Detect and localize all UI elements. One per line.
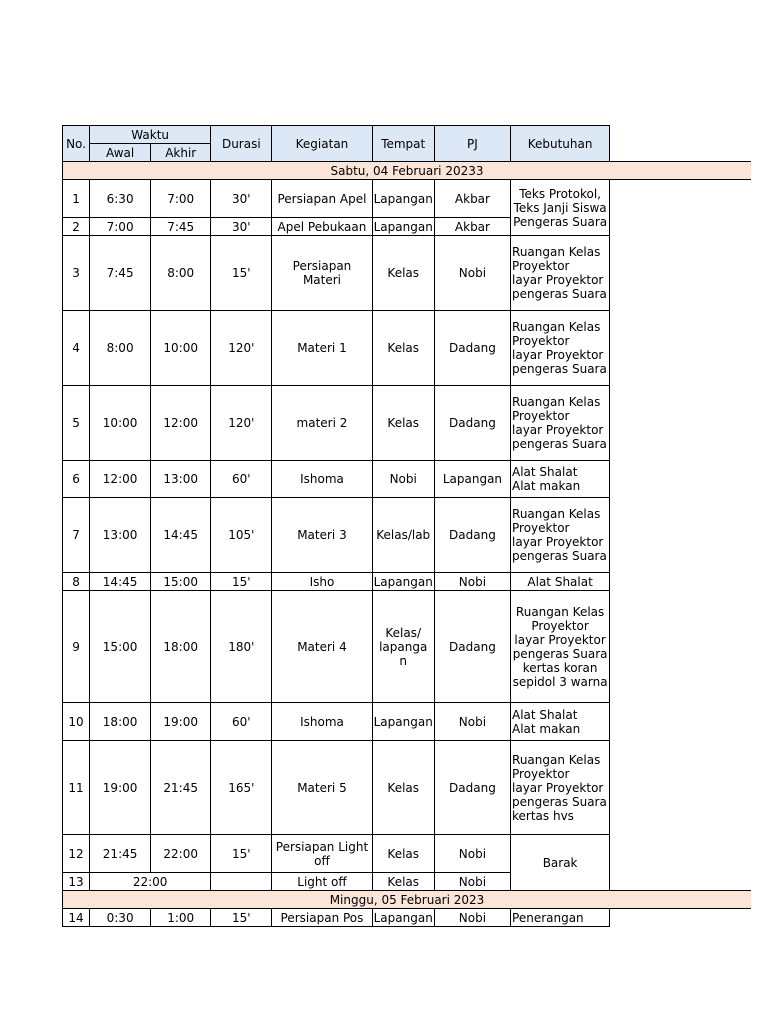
cell-no: 2 [63,218,90,236]
cell-awal: 19:00 [90,741,151,835]
cell-tempat: Lapangan [373,910,433,925]
table-row [63,498,752,573]
cell-pj: Nobi [434,873,510,891]
cell-tempat-line: Kelas/ [385,625,422,640]
cell-awal: 21:45 [90,835,151,873]
header-awal: Awal [90,144,151,162]
cell-akhir: 12:00 [151,386,211,461]
cell-no: 7 [63,498,90,573]
cell-awal: 18:00 [90,703,151,741]
cell-kebutuhan-line: Proyektor [512,259,570,273]
cell-no: 9 [63,591,90,703]
cell-awal: 0:30 [90,909,151,927]
cell-durasi: 15' [211,573,272,591]
cell-awal: 8:00 [90,311,151,386]
cell-tempat: Kelas [372,386,434,461]
cell-pj: Nobi [434,573,510,591]
cell-awal: 13:00 [90,498,151,573]
table-row [63,386,752,461]
day-header: Minggu, 05 Februari 2023 [63,891,752,909]
cell-kegiatan: Persiapan Materi [272,236,372,311]
cell-kebutuhan-line: Ruangan Kelas [512,245,601,259]
cell-durasi: 180' [211,591,272,703]
cell-durasi: 120' [211,386,272,461]
cell-no: 3 [63,236,90,311]
cell-durasi: 120' [211,311,272,386]
cell-kebutuhan [511,591,610,703]
cell-awal: 14:45 [90,573,151,591]
cell-kebutuhan-line: Ruangan Kelas [512,320,601,334]
cell-akhir: 7:00 [151,180,211,218]
cell-kebutuhan [511,461,610,498]
cell-kebutuhan-line: layar Proyektor [512,423,604,437]
cell-no: 8 [63,573,90,591]
cell-pj: Akbar [434,180,510,218]
cell-durasi: 30' [211,180,272,218]
cell-durasi: 15' [211,835,272,873]
cell-awal: 15:00 [90,591,151,703]
cell-kebutuhan: Barak [511,835,610,891]
cell-tempat: Kelas [372,873,434,891]
table-row [63,461,752,498]
cell-akhir: 22:00 [151,835,211,873]
cell-kebutuhan-line: Ruangan Kelas [512,752,601,767]
cell-akhir: 1:00 [151,909,211,927]
cell-tempat: Nobi [372,461,434,498]
cell-tempat: Kelas [372,835,434,873]
cell-kebutuhan-line: pengeras Suara [512,287,607,301]
cell-kebutuhan [511,703,610,741]
cell-durasi: 15' [211,236,272,311]
cell-kebutuhan-line: Alat Shalat [512,707,578,722]
cell-durasi: 60' [211,461,272,498]
cell-pj: Nobi [434,835,510,873]
cell-tempat: Kelas [372,236,434,311]
cell-awal: 7:00 [90,218,151,236]
cell-kebutuhan-line: pengeras Suara [512,437,607,451]
cell-akhir: 14:45 [151,498,211,573]
cell-no: 12 [63,835,90,873]
cell-kebutuhan-line: Proyektor [512,521,570,535]
cell-awal: 7:45 [90,236,151,311]
cell-akhir: 7:45 [151,218,211,236]
cell-kegiatan: Persiapan Pos [272,909,372,927]
table-row [63,218,752,236]
cell-kebutuhan-line: Alat Shalat [527,574,593,589]
cell-kebutuhan-line: layar Proyektor [512,348,604,362]
cell-tempat: Lapangan [373,219,433,234]
cell-pj: Dadang [434,591,510,703]
cell-tempat: Kelas/lab [372,498,434,573]
cell-kebutuhan-line: Ruangan Kelas [512,507,601,521]
cell-kebutuhan-line: Proyektor [531,618,589,633]
cell-kebutuhan [511,498,610,573]
cell-kegiatan: Materi 5 [272,741,372,835]
cell-kebutuhan-line: kertas koran [522,660,598,675]
cell-tempat: Lapangan [372,180,434,218]
table-row [63,311,752,386]
header-akhir: Akhir [151,144,211,162]
cell-awal: 10:00 [90,386,151,461]
cell-kegiatan: Ishoma [272,461,372,498]
cell-no: 11 [63,741,90,835]
cell-pj: Dadang [434,311,510,386]
cell-kegiatan: Materi 3 [272,498,372,573]
cell-kebutuhan [511,741,610,835]
cell-tempat: Lapangan [372,703,434,741]
header-pj: PJ [434,126,510,162]
table-row [63,835,752,873]
table-row [63,703,752,741]
cell-akhir: 19:00 [151,703,211,741]
cell-durasi: 15' [211,909,272,927]
cell-kebutuhan [511,909,610,927]
header-kegiatan: Kegiatan [272,126,372,162]
cell-kebutuhan [511,386,610,461]
cell-awal: 12:00 [90,461,151,498]
cell-kegiatan: Materi 1 [272,311,372,386]
cell-pj: Akbar [434,218,510,236]
cell-kebutuhan [511,573,610,591]
table-row [63,573,752,591]
header-kebutuhan: Kebutuhan [511,126,610,162]
cell-kegiatan: Materi 4 [272,591,372,703]
cell-kebutuhan-line: pengeras Suara [512,794,607,809]
table-row [63,591,752,703]
cell-kebutuhan [511,236,610,311]
cell-durasi: 30' [211,218,272,236]
cell-kebutuhan-line: Ruangan Kelas [515,604,605,619]
cell-durasi: 105' [211,498,272,573]
day-header: Sabtu, 04 Februari 20233 [63,162,752,180]
cell-awal: 6:30 [90,180,151,218]
table-row [63,909,752,927]
cell-kebutuhan-line: Alat makan [512,721,581,736]
cell-tempat: Kelas [372,741,434,835]
cell-kegiatan: Isho [272,573,372,591]
cell-durasi: 165' [211,741,272,835]
cell-kebutuhan-line: Alat makan [512,479,581,493]
cell-pj: Nobi [434,703,510,741]
cell-durasi [211,873,272,891]
cell-no: 1 [63,180,90,218]
cell-akhir: 21:45 [151,741,211,835]
cell-kebutuhan [511,311,610,386]
cell-no: 5 [63,386,90,461]
cell-no: 14 [63,909,90,927]
cell-tempat: Lapangan [373,574,433,589]
cell-kebutuhan-line: layar Proyektor [514,632,606,647]
header-waktu: Waktu [90,126,211,144]
cell-kebutuhan-line: pengeras Suara [512,549,607,563]
header-row [63,126,752,144]
cell-tempat-line: lapanga n [379,639,428,668]
cell-kebutuhan-line: Teks Protokol, [519,186,601,201]
cell-kebutuhan-line: pengeras Suara [512,362,607,376]
cell-kegiatan: Apel Pebukaan [272,218,372,236]
cell-pj: Nobi [434,909,510,927]
cell-kebutuhan-line: layar Proyektor [512,780,604,795]
cell-kebutuhan-line: Ruangan Kelas [512,395,601,409]
cell-pj: Dadang [434,498,510,573]
cell-waktu: 22:00 [90,873,211,891]
cell-kebutuhan-line: Proyektor [512,334,570,348]
cell-pj: Nobi [434,236,510,311]
cell-akhir: 13:00 [151,461,211,498]
cell-kebutuhan-line: Pengeras Suara [513,214,608,229]
cell-akhir: 18:00 [151,591,211,703]
cell-no: 13 [63,873,90,891]
cell-kebutuhan-line: layar Proyektor [512,535,604,549]
cell-no: 10 [63,703,90,741]
schedule-table [62,125,751,927]
cell-kebutuhan-line: sepidol 3 warna [512,674,608,689]
cell-kebutuhan-line: Alat Shalat [512,465,578,479]
cell-pj: Dadang [434,741,510,835]
cell-kebutuhan-line: Teks Janji Siswa [513,200,607,215]
cell-akhir: 15:00 [151,573,211,591]
cell-tempat [372,591,434,703]
cell-kegiatan: Persiapan Apel [272,180,372,218]
header-durasi: Durasi [211,126,272,162]
table-row [63,873,752,891]
cell-kebutuhan-line: Proyektor [512,766,570,781]
header-tempat: Tempat [372,126,434,162]
cell-kebutuhan-line: pengeras Suara [512,646,608,661]
cell-no: 4 [63,311,90,386]
cell-akhir: 10:00 [151,311,211,386]
cell-kebutuhan-line: kertas hvs [512,808,574,823]
cell-no: 6 [63,461,90,498]
cell-kegiatan: Light off [272,873,372,891]
cell-durasi: 60' [211,703,272,741]
cell-kegiatan: Ishoma [272,703,372,741]
cell-kegiatan: materi 2 [272,386,372,461]
cell-pj: Dadang [434,386,510,461]
cell-kebutuhan-line: Penerangan [512,910,584,925]
cell-kebutuhan [511,180,610,236]
cell-pj: Lapangan [434,461,510,498]
day-row [63,162,752,180]
table-row [63,180,752,218]
cell-tempat: Kelas [372,311,434,386]
table-row [63,236,752,311]
cell-akhir: 8:00 [151,236,211,311]
day-row [63,891,752,909]
cell-kegiatan: Persiapan Light off [272,835,372,873]
cell-kebutuhan-line: Proyektor [512,409,570,423]
cell-kebutuhan-line: layar Proyektor [512,273,604,287]
table-row [63,741,752,835]
header-no: No. [63,126,90,162]
